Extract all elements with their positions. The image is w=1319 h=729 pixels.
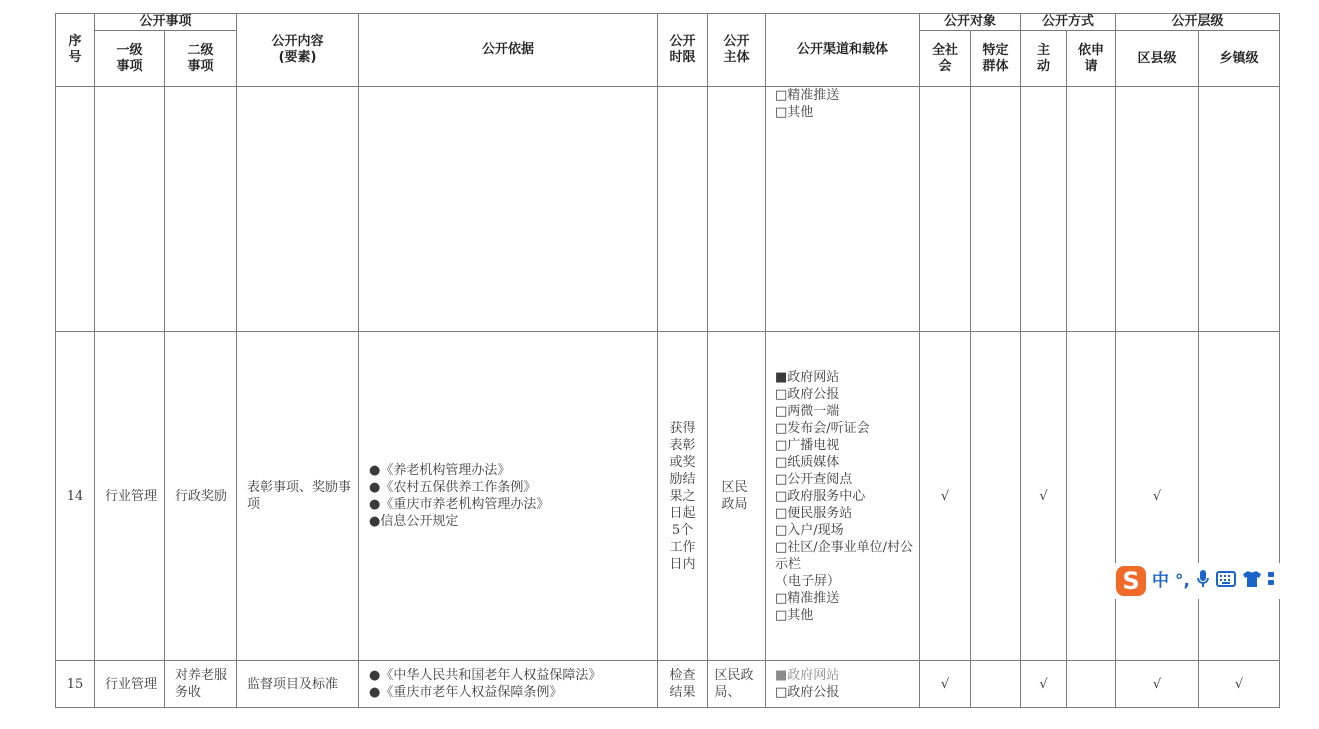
period-line: 励结 (669, 471, 696, 487)
row-cont-level-county (1116, 87, 1199, 332)
channel-item: □入户/现场 (775, 522, 844, 538)
row14-channels (766, 332, 920, 661)
channel-item: □便民服务站 (775, 505, 853, 521)
channel-item: □社区/企事业单位/村公示栏 (775, 539, 914, 572)
header-basis: 公开依据 (359, 14, 658, 87)
row15-basis (359, 661, 658, 708)
period-line: 表彰 (669, 437, 696, 453)
channel-item: □公开查阅点 (775, 471, 853, 487)
table-row (56, 87, 1280, 332)
header-level2: 二级事项 (165, 31, 237, 87)
row-cont-channels (766, 87, 920, 332)
basis-item: ●《重庆市老年人权益保障条例》 (369, 685, 563, 700)
row-cont-seq (56, 87, 95, 332)
microphone-icon[interactable] (1196, 569, 1210, 593)
ime-logo-icon[interactable]: S (1116, 566, 1146, 596)
header-subject: 公开主体 (708, 14, 766, 87)
row15-audience-specific (971, 661, 1021, 708)
period-line: 果之 (669, 488, 696, 504)
ime-toolbar[interactable] (1114, 563, 1319, 599)
table-row (56, 332, 1280, 661)
channel-item: □政府公报 (775, 685, 840, 700)
period-line: 日内 (669, 556, 696, 572)
header-content: 公开内容(要素) (237, 14, 359, 87)
period-line: 检查 (669, 668, 696, 683)
row-cont-subject (708, 87, 766, 332)
channel-item: ■政府网站 (775, 668, 840, 683)
ime-mode-toggle[interactable]: 中 (1152, 571, 1169, 591)
channel-item: □发布会/听证会 (775, 420, 870, 436)
row14-subject: 区民政局 (708, 332, 766, 661)
channel-item: □精准推送 (775, 590, 840, 606)
period-line: 工作 (669, 539, 696, 555)
row15-level1: 行业管理 (95, 661, 165, 708)
row15-level-town: √ (1199, 661, 1280, 708)
header-seq: 序号 (56, 14, 95, 87)
header-level1: 一级事项 (95, 31, 165, 87)
period-line: 或奖 (669, 454, 696, 470)
channel-item: □政府公报 (775, 386, 840, 402)
period-line: 5个 (671, 522, 694, 538)
channel-item: □其他 (775, 607, 814, 623)
basis-item: ●信息公开规定 (369, 514, 459, 529)
row15-seq: 15 (56, 661, 95, 708)
basis-item: ●《重庆市养老机构管理办法》 (369, 497, 550, 512)
row14-content: 表彰事项、奖励事项 (237, 332, 359, 661)
header-method-active: 主动 (1021, 31, 1067, 87)
row15-period (658, 661, 708, 708)
header-audience: 公开对象 (920, 14, 1021, 31)
row14-period (658, 332, 708, 661)
table-row (56, 661, 1280, 708)
channel-item: □政府服务中心 (775, 488, 866, 504)
channel-item: （电子屏） (775, 573, 841, 589)
row14-level1: 行业管理 (95, 332, 165, 661)
header-level-county: 区县级 (1116, 31, 1199, 87)
row-cont-level2 (165, 87, 237, 332)
row14-seq: 14 (56, 332, 95, 661)
row14-audience-specific (971, 332, 1021, 661)
row14-audience-all: √ (920, 332, 971, 661)
row14-level2: 行政奖励 (165, 332, 237, 661)
skin-shirt-icon[interactable] (1242, 570, 1262, 592)
disclosure-table (55, 13, 1280, 708)
header-method: 公开方式 (1021, 14, 1116, 31)
row-cont-content (237, 87, 359, 332)
channel-item: □两微一端 (775, 403, 840, 419)
header-level-town: 乡镇级 (1199, 31, 1280, 87)
period-line: 获得 (669, 420, 696, 436)
row15-content: 监督项目及标准 (237, 661, 359, 708)
header-channels: 公开渠道和载体 (766, 14, 920, 87)
row15-level2: 对养老服务收 (165, 661, 237, 708)
header-method-request: 依申请 (1067, 31, 1116, 87)
channel-item: □精准推送 (775, 88, 840, 103)
row-cont-basis (359, 87, 658, 332)
header-period: 公开时限 (658, 14, 708, 87)
channel-item: □纸质媒体 (775, 454, 840, 470)
row14-level-county: √ (1116, 332, 1199, 661)
header-audience-specific: 特定群体 (971, 31, 1021, 87)
more-grid-icon[interactable] (1268, 570, 1278, 592)
row14-level-town (1199, 332, 1280, 661)
row15-method-request (1067, 661, 1116, 708)
basis-item: ●《农村五保供养工作条例》 (369, 480, 537, 495)
period-line: 结果 (669, 685, 696, 700)
keyboard-icon[interactable] (1216, 571, 1236, 591)
header-matters: 公开事项 (95, 14, 237, 31)
row15-method-active: √ (1021, 661, 1067, 708)
header-audience-all: 全社会 (920, 31, 971, 87)
basis-item: ●《养老机构管理办法》 (369, 463, 511, 478)
row15-subject: 区民政局、 (708, 661, 766, 708)
row-cont-level1 (95, 87, 165, 332)
ime-punctuation-toggle[interactable]: °, (1175, 571, 1190, 591)
channel-item: ■政府网站 (775, 369, 840, 385)
row-cont-method-request (1067, 87, 1116, 332)
row-cont-method-active (1021, 87, 1067, 332)
row15-channels (766, 661, 920, 708)
row14-method-request (1067, 332, 1116, 661)
row-cont-audience-specific (971, 87, 1021, 332)
row-cont-period (658, 87, 708, 332)
row14-basis (359, 332, 658, 661)
period-line: 日起 (669, 505, 696, 521)
row-cont-level-town (1199, 87, 1280, 332)
row15-audience-all: √ (920, 661, 971, 708)
basis-item: ●《中华人民共和国老年人权益保障法》 (369, 668, 602, 683)
channel-item: □其他 (775, 105, 814, 120)
header-level: 公开层级 (1116, 14, 1280, 31)
channel-item: □广播电视 (775, 437, 840, 453)
row15-level-county: √ (1116, 661, 1199, 708)
row-cont-audience-all (920, 87, 971, 332)
row14-method-active: √ (1021, 332, 1067, 661)
